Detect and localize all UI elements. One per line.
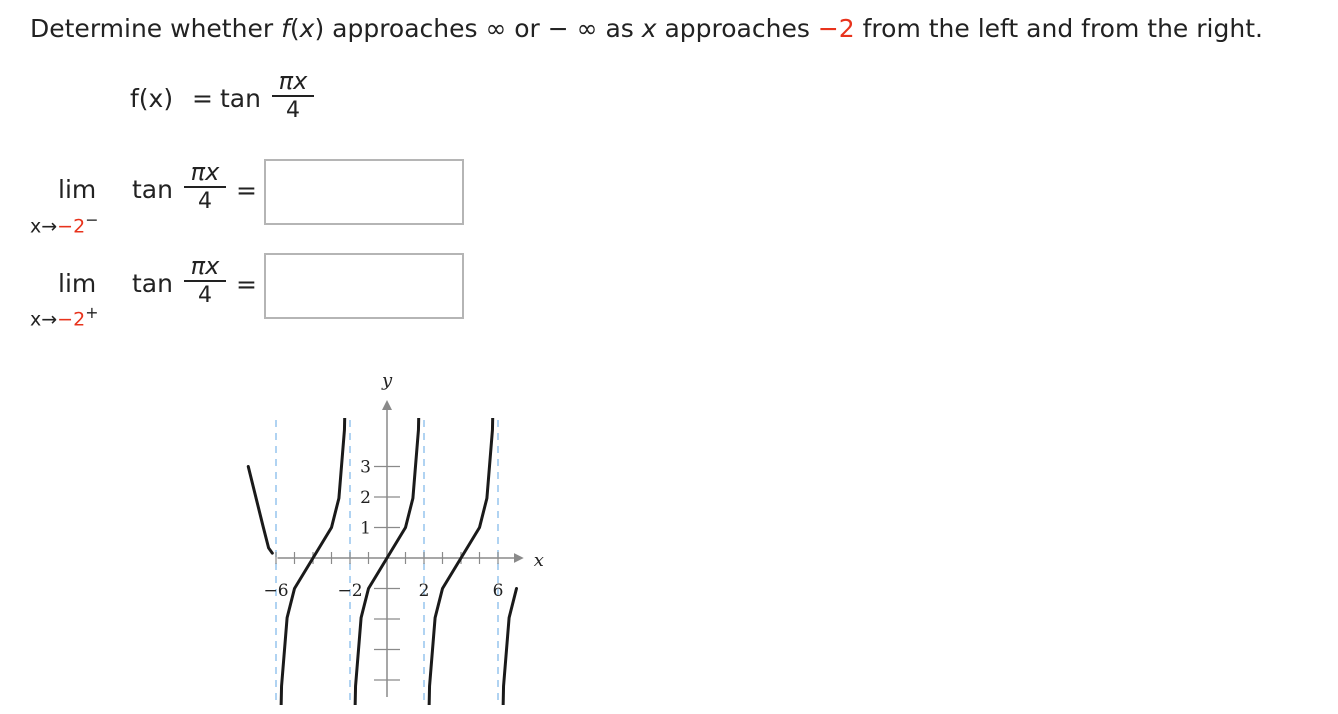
question-value: −2 (817, 14, 855, 43)
tangent-branch (279, 360, 347, 705)
limit-left-answer-input[interactable] (264, 159, 464, 225)
limit-right-sub-value: −2 (57, 308, 86, 331)
tangent-branch (501, 589, 517, 706)
limit-right-sub-side: + (85, 303, 99, 322)
limit-left-sub-prefix: x→ (30, 215, 58, 238)
fraction-bar (272, 95, 314, 97)
curve-branches (248, 360, 516, 705)
limit-right-fraction (184, 253, 226, 307)
limit-left-sub-value: −2 (57, 215, 86, 238)
limit-left-subscript (30, 210, 98, 237)
x-tick-label: −6 (263, 581, 289, 601)
y-tick-label: 1 (360, 518, 371, 539)
x-axis-label: x (533, 550, 544, 571)
limit-right-subscript (30, 303, 98, 330)
limit-right-lim: lim (58, 269, 97, 298)
limit-right-sub-prefix: x→ (30, 308, 58, 331)
function-equals: = (192, 84, 213, 113)
question-paren-open: ( (289, 14, 300, 43)
function-denominator: 4 (286, 98, 300, 123)
y-tick-label: 2 (360, 488, 371, 508)
limit-right-denominator: 4 (198, 283, 212, 308)
x-tick-label: 6 (492, 581, 504, 601)
question-part4: from the left and from the right. (854, 14, 1263, 43)
limit-right-tan: tan (132, 269, 173, 298)
question-x2: x (641, 14, 657, 43)
x-tick-label: −2 (337, 581, 363, 601)
question-f: f (281, 14, 290, 43)
question-part1: Determine whether (30, 14, 282, 43)
tangent-graph (230, 360, 600, 705)
question-text (30, 14, 1263, 43)
limit-left-tan: tan (132, 175, 173, 204)
question-part3: approaches (656, 14, 818, 43)
fraction-bar (184, 280, 226, 282)
question-x: x (299, 14, 315, 43)
y-axis-label: y (382, 370, 393, 391)
limit-left-equals: = (236, 176, 257, 205)
limit-left-sub-side: − (85, 210, 99, 229)
function-numerator: πx (278, 67, 308, 95)
question-part2: ) approaches ∞ or − ∞ as (314, 14, 642, 43)
limit-left-fraction (184, 159, 226, 213)
y-tick-label: 3 (360, 457, 371, 478)
tangent-branch (248, 467, 272, 554)
limit-left-denominator: 4 (198, 189, 212, 214)
limit-right-numerator: πx (190, 252, 220, 280)
limit-right-equals: = (236, 270, 257, 299)
limit-left-lim: lim (58, 175, 97, 204)
limit-right-answer-input[interactable] (264, 253, 464, 319)
function-tan: tan (220, 84, 261, 113)
function-lhs: f(x) (130, 84, 174, 113)
limit-left-numerator: πx (190, 158, 220, 186)
function-fraction (272, 68, 314, 122)
tangent-branch (427, 360, 495, 705)
x-tick-label: 2 (418, 581, 430, 601)
fraction-bar (184, 186, 226, 188)
